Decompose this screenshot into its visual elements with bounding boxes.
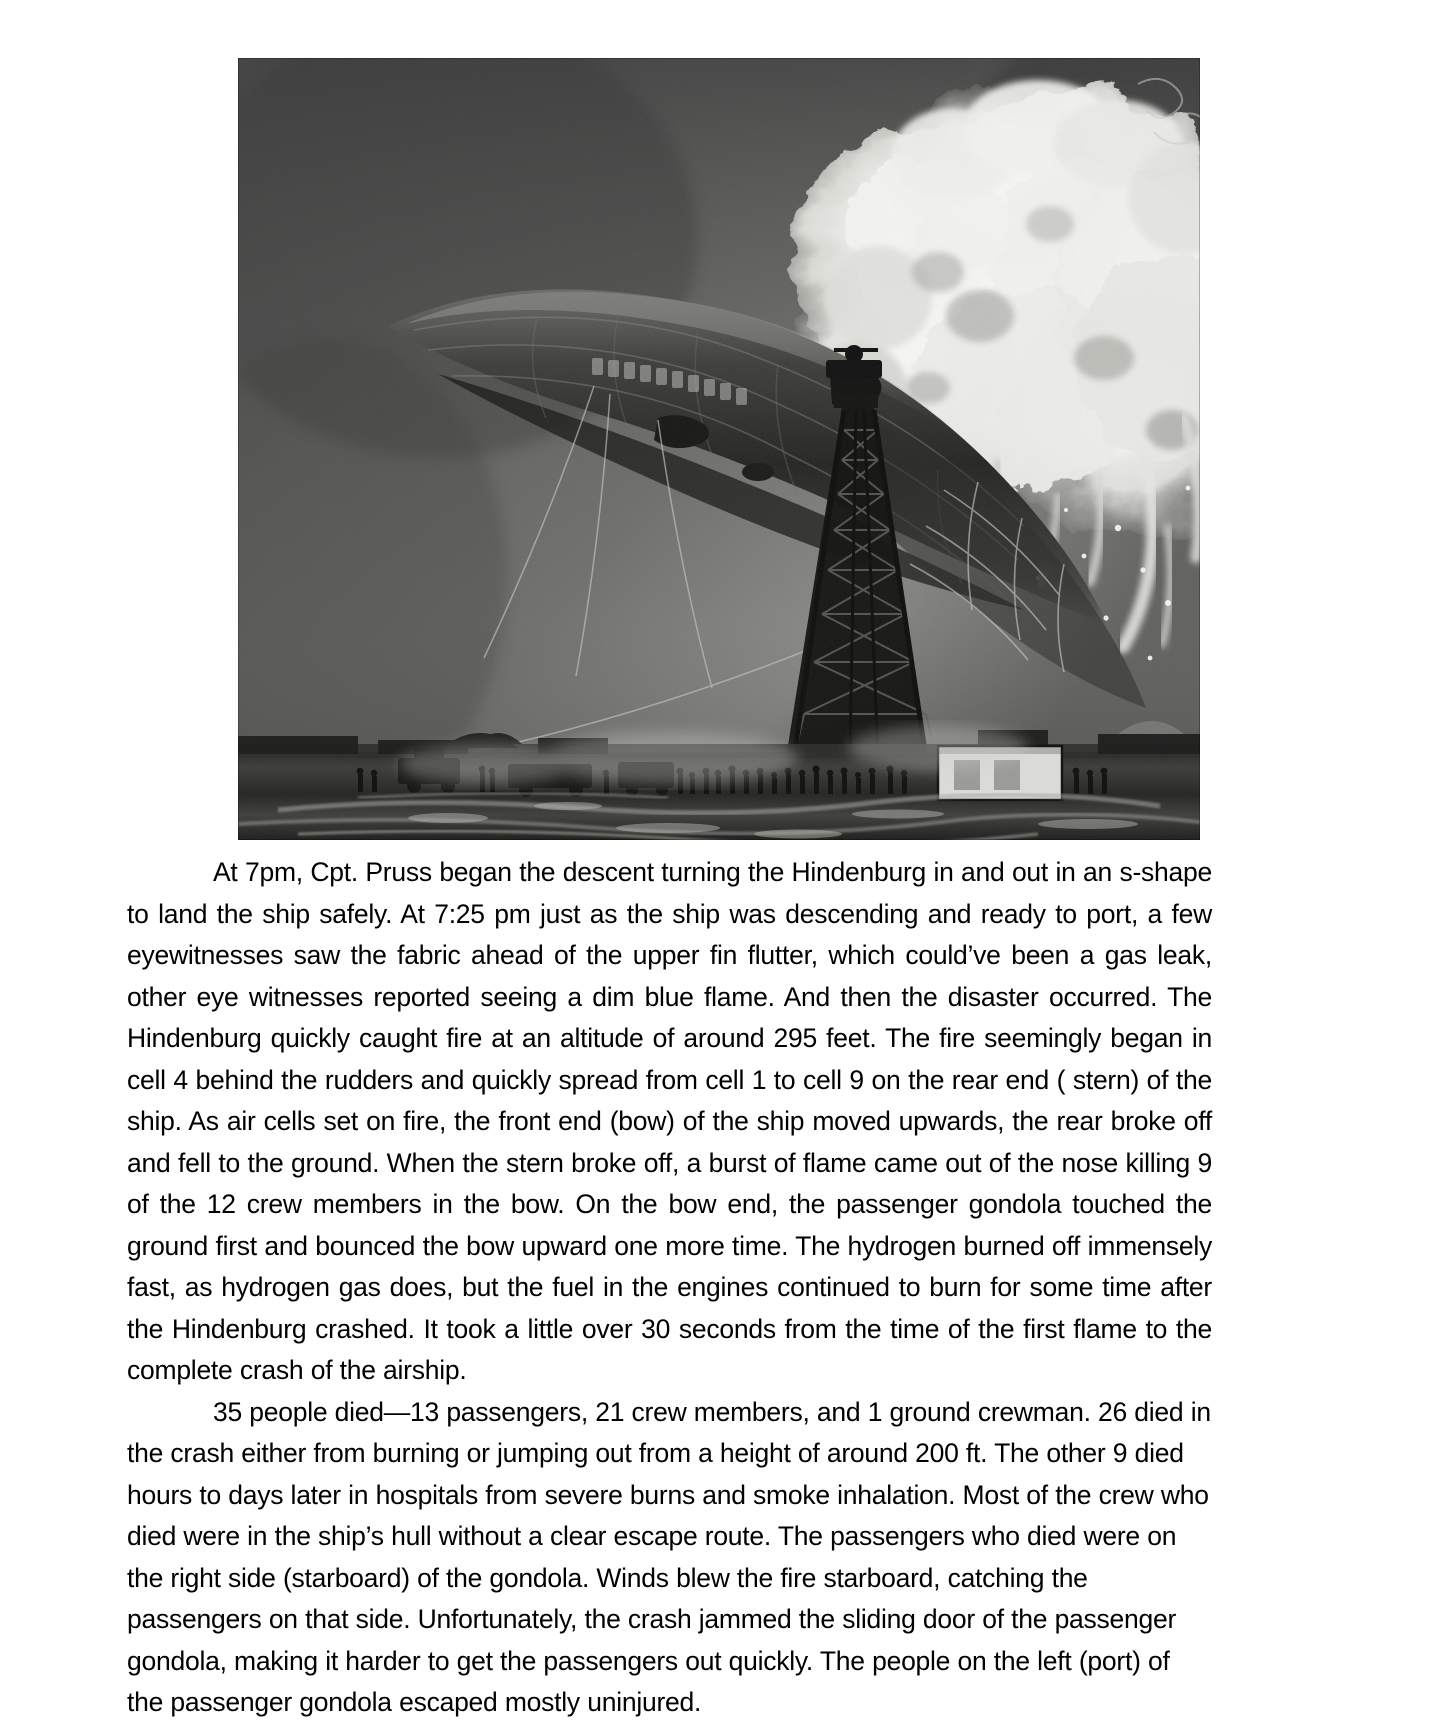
photograph-canvas	[238, 58, 1200, 840]
paragraph-descent-and-fire: At 7pm, Cpt. Pruss began the descent turning the Hindenburg in and out in an s-shape to land the ship safely. At 7:25 pm just as the ship was descending and ready to port, a few eyewitnesses saw the fabric ahead of the upper fin flutter, which could’ve been a gas leak, other eye witnesses reported seeing a dim blue flame. And then the disaster occurred. The Hindenburg quickly caught fire at an altitude of around 295 feet. The fire seemingly began in cell 4 behind the rudders and quickly spread from cell 1 to cell 9 on the rear end ( stern) of the ship. As air cells set on fire, the front end (bow) of the ship moved upwards, the rear broke off and fell to the ground. When the stern broke off, a burst of flame came out of the nose killing 9 of the 12 crew members in the bow. On the bow end, the passenger gondola touched the ground first and bounced the bow upward one more time. The hydrogen burned off immensely fast, as hydrogen gas does, but the fuel in the engines continued to burn for some time after the Hindenburg crashed. It took a little over 30 seconds from the time of the first flame to the complete crash of the airship.	[127, 857, 1212, 1385]
hindenburg-disaster-photograph	[238, 58, 1200, 840]
document-body	[127, 852, 1212, 1724]
paragraph-casualties: 35 people died—13 passengers, 21 crew members, and 1 ground crewman. 26 died in the crash either from burning or jumping out from a height of around 200 ft. The other 9 died hours to days later in hospitals from severe burns and smoke inhalation. Most of the crew who died were in the ship’s hull without a clear escape route. The passengers who died were on the right side (starboard) of the gondola. Winds blew the fire starboard, catching the passengers on that side. Unfortunately, the crash jammed the sliding door of the passenger gondola, making it harder to get the passengers out quickly. The people on the left (port) of the passenger gondola escaped mostly uninjured.	[127, 1396, 1211, 1717]
figure-container	[238, 58, 1200, 840]
